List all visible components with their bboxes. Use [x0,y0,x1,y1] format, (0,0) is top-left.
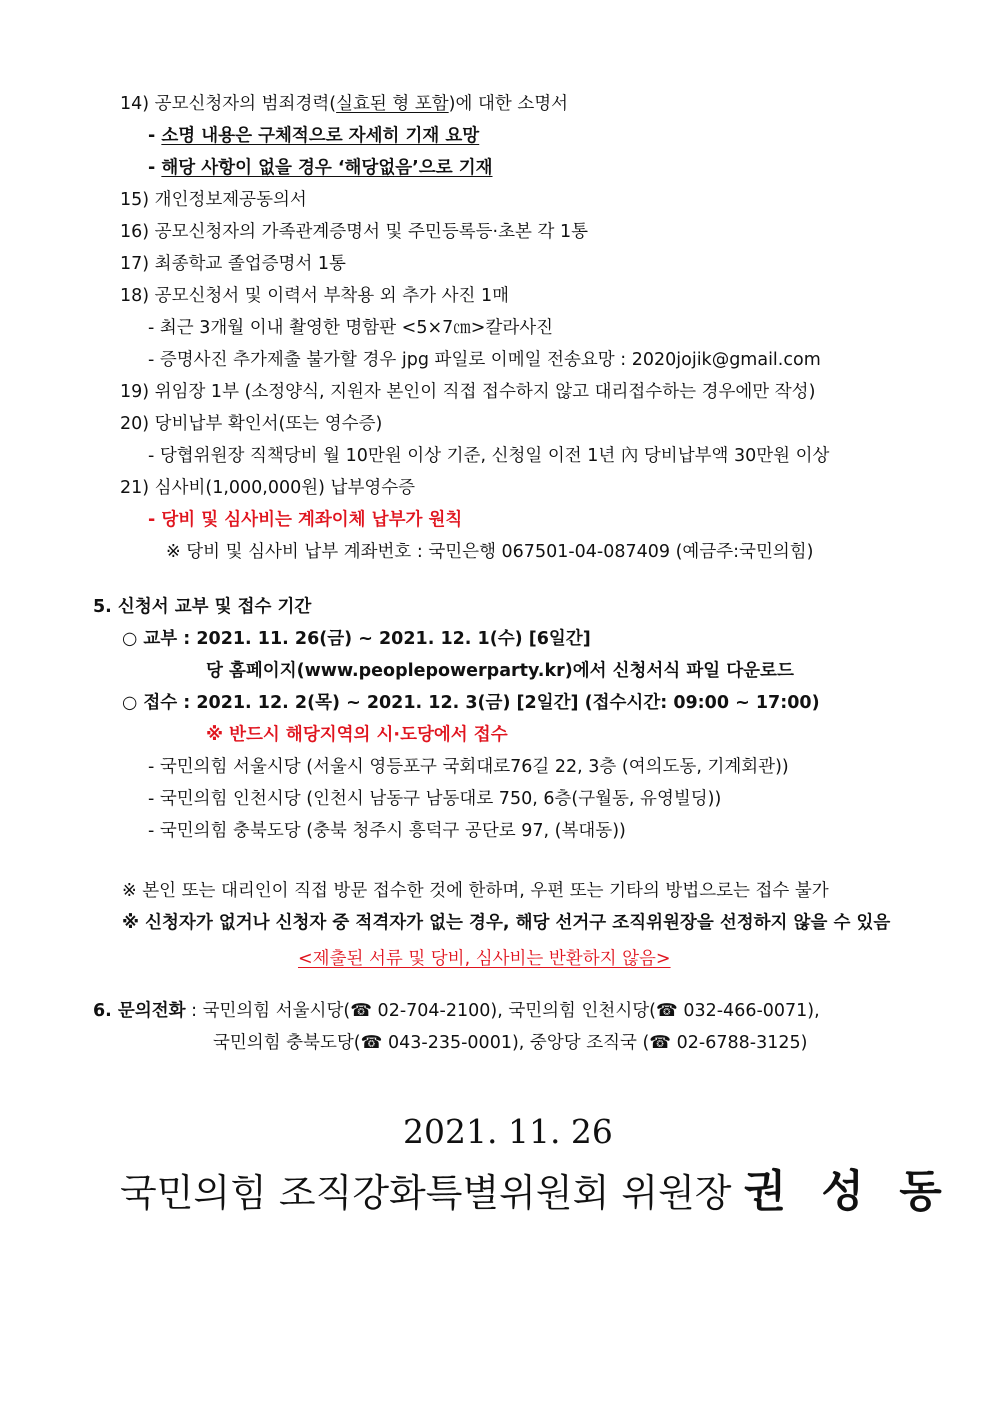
item-19: 19) 위임장 1부 (소정양식, 지원자 본인이 직접 접수하지 않고 대리접수하는 경우에만 작성) [120,382,816,402]
signature-name: 권 성 동 [743,1166,952,1217]
item-21-sub-1: - 당비 및 심사비는 계좌이체 납부가 원칙 [148,510,463,530]
issue-download: 당 홈페이지(www.peoplepowerparty.kr)에서 신청서식 파일 다운로드 [206,661,794,681]
item-21: 21) 심사비(1,000,000원) 납부영수증 [120,478,416,498]
section-6-line-1: 6. 문의전화 : 국민의힘 서울시당(☎ 02-704-2100), 국민의힘 인천시당(☎ 032-466-0071), [93,1001,820,1021]
item-21-sub-2: ※ 당비 및 심사비 납부 계좌번호 : 국민은행 067501-04-087409 (예금주:국민의힘) [166,542,814,562]
item-14-underlined: 실효된 형 포함 [336,94,449,114]
notice-2: ※ 신청자가 없거나 신청자 중 적격자가 없는 경우, 해당 선거구 조직위원장을 선정하지 않을 수 있음 [122,913,891,933]
item-18-sub-1: - 최근 3개월 이내 촬영한 명함판 <5×7㎝>칼라사진 [148,318,554,338]
document-date: 2021. 11. 26 [403,1112,613,1151]
section-6-title: 6. 문의전화 [93,1001,186,1021]
item-20-sub-1: - 당협위원장 직책당비 월 10만원 이상 기준, 신청일 이전 1년 內 당비납부액 30만원 이상 [148,446,830,466]
office-incheon: - 국민의힘 인천시당 (인천시 남동구 남동대로 750, 6층(구월동, 유영빌딩)) [148,789,722,809]
item-14-sub-2: - 해당 사항이 없을 경우 ‘해당없음’으로 기재 [148,158,493,178]
item-14: 14) 공모신청자의 범죄경력(실효된 형 포함)에 대한 소명서 [120,94,569,114]
signature-org: 국민의힘 조직강화특별위원회 위원장 [120,1171,744,1215]
item-14-sub-1: - 소명 내용은 구체적으로 자세히 기재 요망 [148,126,480,146]
signature [120,1168,952,1217]
item-16: 16) 공모신청자의 가족관계증명서 및 주민등록등·초본 각 1통 [120,222,588,242]
item-20: 20) 당비납부 확인서(또는 영수증) [120,414,383,434]
notice-3: <제출된 서류 및 당비, 심사비는 반환하지 않음> [298,949,671,969]
item-15: 15) 개인정보제공동의서 [120,190,307,210]
section-6-line-2: 국민의힘 충북도당(☎ 043-235-0001), 중앙당 조직국 (☎ 02-6788-3125) [213,1033,808,1053]
receive-period: ○ 접수 : 2021. 12. 2(목) ~ 2021. 12. 3(금) [2일간] (접수시간: 09:00 ~ 17:00) [122,693,820,713]
receive-note: ※ 반드시 해당지역의 시·도당에서 접수 [206,725,508,745]
notice-1: ※ 본인 또는 대리인이 직접 방문 접수한 것에 한하며, 우편 또는 기타의 방법으로는 접수 불가 [122,881,829,901]
section-5-title: 5. 신청서 교부 및 접수 기간 [93,597,312,617]
item-18-sub-2: - 증명사진 추가제출 불가할 경우 jpg 파일로 이메일 전송요망 : 2020jojik@gmail.com [148,350,821,370]
item-18: 18) 공모신청서 및 이력서 부착용 외 추가 사진 1매 [120,286,510,306]
office-seoul: - 국민의힘 서울시당 (서울시 영등포구 국회대로76길 22, 3층 (여의도동, 기계회관)) [148,757,789,777]
office-chungbuk: - 국민의힘 충북도당 (충북 청주시 흥덕구 공단로 97, (복대동)) [148,821,626,841]
issue-period: ○ 교부 : 2021. 11. 26(금) ~ 2021. 12. 1(수) [6일간] [122,629,591,649]
item-17: 17) 최종학교 졸업증명서 1통 [120,254,346,274]
